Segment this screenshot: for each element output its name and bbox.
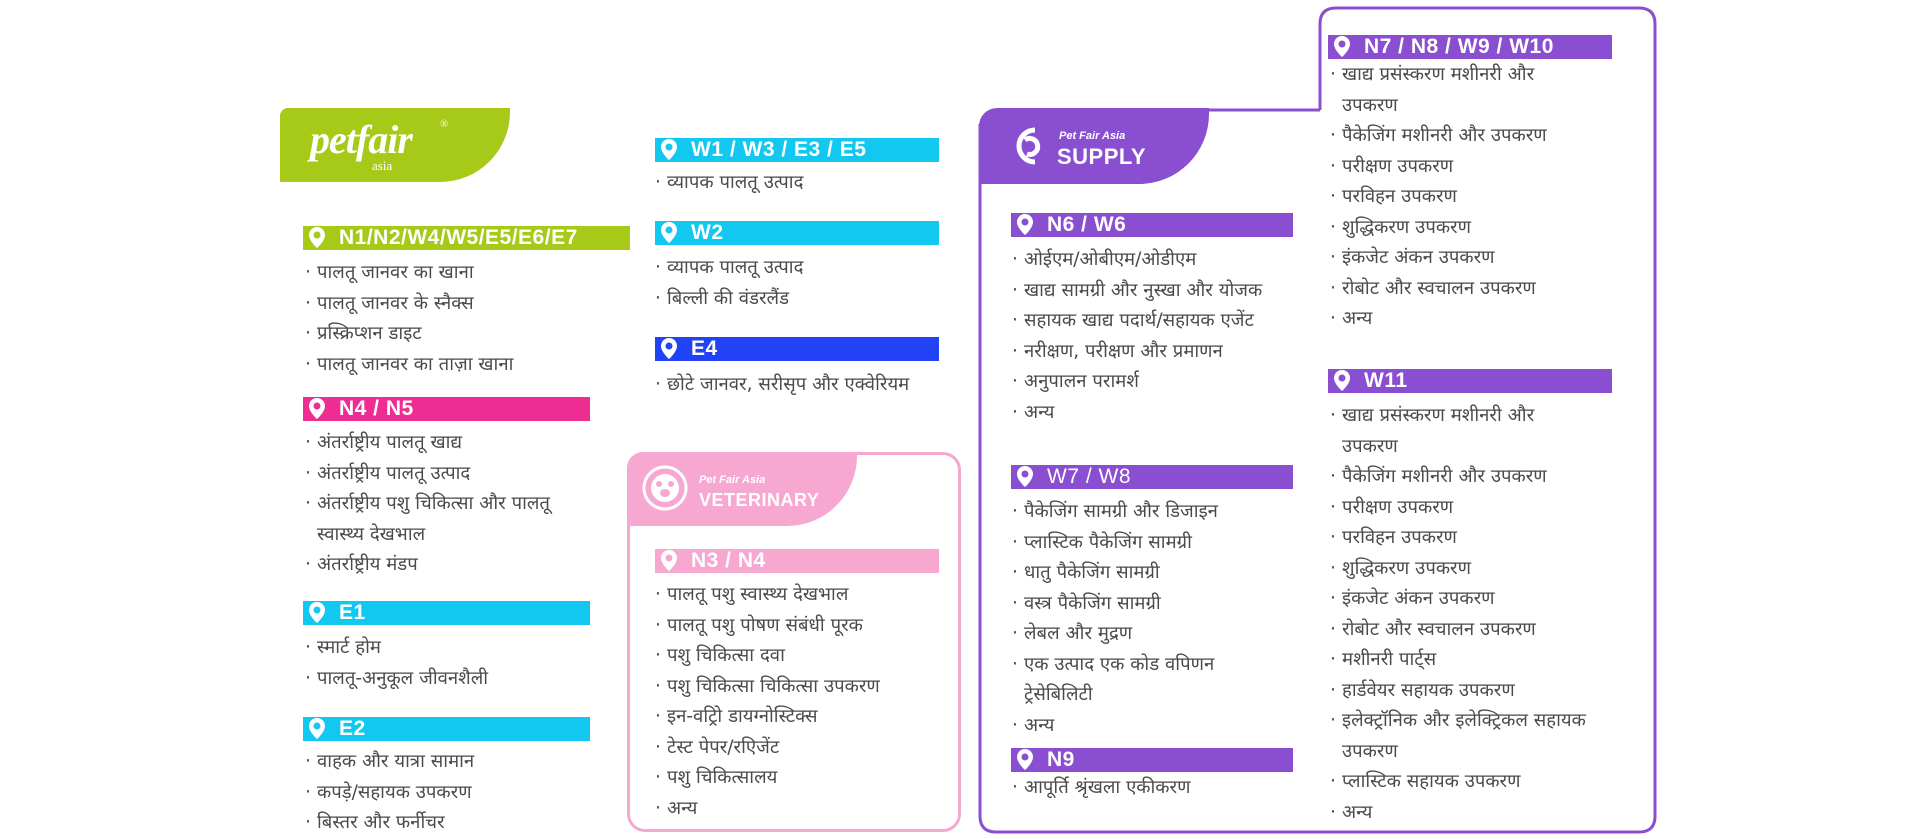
list-item: · बिस्तर और फर्नीचर: [305, 808, 595, 839]
list-item: · पालतू पशु पोषण संबंधी पूरक: [655, 611, 945, 642]
location-pin-icon: [307, 226, 327, 250]
location-pin-icon: [659, 138, 679, 162]
list-item: · वाहक और यात्रा सामान: [305, 747, 595, 778]
section-header-e4: [655, 337, 939, 361]
list-item: · शुद्धिकरण उपकरण: [1330, 554, 1592, 585]
list-item: · पालतू जानवर का ताज़ा खाना: [305, 350, 625, 381]
list-item: · अन्य: [1330, 304, 1592, 335]
section-code: W11: [1364, 369, 1408, 392]
section-code: N4 / N5: [339, 397, 414, 420]
petfair-logo-reg: ®: [440, 118, 449, 130]
supply-brand-big: SUPPLY: [1057, 144, 1147, 169]
section-list-n3: [655, 580, 945, 824]
location-pin-icon: [1015, 213, 1035, 237]
section-code: E1: [339, 601, 366, 624]
list-item: · अन्य: [1012, 398, 1302, 429]
section-code: N3 / N4: [691, 549, 766, 572]
list-item: · व्यापक पालतू उत्पाद: [655, 168, 939, 199]
section-code: N1/N2/W4/W5/E5/E6/E7: [339, 226, 578, 249]
list-item: · स्मार्ट होम: [305, 633, 595, 664]
list-item: · नरीक्षण, परीक्षण और प्रमाणन: [1012, 337, 1302, 368]
section-header-n9: [1011, 748, 1293, 772]
list-item: · परविहन उपकरण: [1330, 523, 1592, 554]
section-header-n4: [303, 397, 590, 421]
supply-logo: [979, 108, 1209, 184]
location-pin-icon: [659, 221, 679, 245]
section-list-n4: [305, 428, 595, 581]
section-header-w7: [1011, 465, 1293, 489]
list-item: · पालतू पशु स्वास्थ्य देखभाल: [655, 580, 945, 611]
list-item: · अंतर्राष्ट्रीय पालतू खाद्य: [305, 428, 595, 459]
section-code: N9: [1047, 748, 1075, 771]
section-code: W7 / W8: [1047, 465, 1132, 488]
list-item: · अंतर्राष्ट्रीय पशु चिकित्सा और पालतू स्वास्थ्य देखभाल: [305, 489, 595, 550]
veterinary-brand-big: VETERINARY: [699, 490, 820, 510]
section-header-n3: [655, 549, 939, 573]
location-pin-icon: [307, 397, 327, 421]
list-item: · मशीनरी पार्ट्स: [1330, 645, 1592, 676]
list-item: · पैकेजिंग सामग्री और डिजाइन: [1012, 497, 1274, 528]
list-item: · वस्त्र पैकेजिंग सामग्री: [1012, 589, 1274, 620]
location-pin-icon: [1332, 35, 1352, 59]
list-item: · इन-वट्रिो डायग्नोस्टिक्स: [655, 702, 945, 733]
section-list-w2: [655, 253, 939, 314]
location-pin-icon: [307, 717, 327, 741]
section-list-w11: [1330, 401, 1592, 828]
list-item: · प्लास्टिक पैकेजिंग सामग्री: [1012, 528, 1274, 559]
list-item: · आपूर्ति श्रृंखला एकीकरण: [1012, 773, 1302, 804]
location-pin-icon: [307, 601, 327, 625]
section-list-n6: [1012, 245, 1302, 428]
list-item: · अंतर्राष्ट्रीय मंडप: [305, 550, 595, 581]
section-list-e1: [305, 633, 595, 694]
section-list-w7: [1012, 497, 1274, 741]
section-header-w11: [1328, 369, 1612, 393]
section-header-n7: [1328, 35, 1612, 59]
section-list-e2: [305, 747, 595, 839]
list-item: · पशु चिकित्सा चिकित्सा उपकरण: [655, 672, 945, 703]
list-item: · रोबोट और स्वचालन उपकरण: [1330, 274, 1592, 305]
list-item: · पालतू जानवर के स्नैक्स: [305, 289, 625, 320]
location-pin-icon: [659, 549, 679, 573]
list-item: · परीक्षण उपकरण: [1330, 152, 1592, 183]
list-item: · परीक्षण उपकरण: [1330, 493, 1592, 524]
section-header-e2: [303, 717, 590, 741]
list-item: · अंतर्राष्ट्रीय पालतू उत्पाद: [305, 459, 595, 490]
section-list-n1: [305, 258, 625, 380]
petfair-logo-sub: asia: [372, 158, 393, 173]
section-header-n1: [303, 226, 630, 250]
location-pin-icon: [1015, 748, 1035, 772]
list-item: · पैकेजिंग मशीनरी और उपकरण: [1330, 462, 1592, 493]
list-item: · अनुपालन परामर्श: [1012, 367, 1302, 398]
list-item: · व्यापक पालतू उत्पाद: [655, 253, 939, 284]
section-code: N7 / N8 / W9 / W10: [1364, 35, 1554, 58]
section-list-n7: [1330, 60, 1592, 335]
list-item: · लेबल और मुद्रण: [1012, 619, 1274, 650]
supply-brand-small: Pet Fair Asia: [1059, 130, 1126, 142]
list-item: · शुद्धिकरण उपकरण: [1330, 213, 1592, 244]
list-item: · पालतू-अनुकूल जीवनशैली: [305, 664, 595, 695]
list-item: · धातु पैकेजिंग सामग्री: [1012, 558, 1274, 589]
petfair-logo-text: petfair: [310, 117, 412, 162]
section-code: W1 / W3 / E3 / E5: [691, 138, 867, 161]
list-item: · पैकेजिंग मशीनरी और उपकरण: [1330, 121, 1592, 152]
list-item: · प्रस्क्रिप्शन डाइट: [305, 319, 625, 350]
list-item: · इंकजेट अंकन उपकरण: [1330, 584, 1592, 615]
section-header-n6: [1011, 213, 1293, 237]
list-item: · अन्य: [1330, 798, 1592, 829]
list-item: · सहायक खाद्य पदार्थ/सहायक एजेंट: [1012, 306, 1302, 337]
list-item: · बिल्ली की वंडरलैंड: [655, 284, 939, 315]
section-code: W2: [691, 221, 724, 244]
list-item: · हार्डवेयर सहायक उपकरण: [1330, 676, 1592, 707]
section-list-e4: [655, 370, 955, 401]
list-item: · छोटे जानवर, सरीसृप और एक्वेरियम: [655, 370, 955, 401]
list-item: · टेस्ट पेपर/रएिजेंट: [655, 733, 945, 764]
list-item: · ओईएम/ओबीएम/ओडीएम: [1012, 245, 1302, 276]
section-code: N6 / W6: [1047, 213, 1127, 236]
section-code: E2: [339, 717, 366, 740]
list-item: · इलेक्ट्रॉनिक और इलेक्ट्रिकल सहायक उपकरण: [1330, 706, 1592, 767]
location-pin-icon: [1015, 465, 1035, 489]
list-item: · खाद्य सामग्री और नुस्खा और योजक: [1012, 276, 1302, 307]
list-item: · परविहन उपकरण: [1330, 182, 1592, 213]
list-item: · अन्य: [655, 794, 945, 825]
list-item: · इंकजेट अंकन उपकरण: [1330, 243, 1592, 274]
list-item: · प्लास्टिक सहायक उपकरण: [1330, 767, 1592, 798]
list-item: · पालतू जानवर का खाना: [305, 258, 625, 289]
list-item: · रोबोट और स्वचालन उपकरण: [1330, 615, 1592, 646]
section-header-w1: [655, 138, 939, 162]
section-list-n9: [1012, 773, 1302, 804]
supply-loop-icon: [1005, 122, 1049, 170]
list-item: · पशु चिकित्सालय: [655, 763, 945, 794]
list-item: · अन्य: [1012, 711, 1274, 742]
section-list-w1: [655, 168, 939, 199]
location-pin-icon: [659, 337, 679, 361]
list-item: · खाद्य प्रसंस्करण मशीनरी और उपकरण: [1330, 401, 1592, 462]
section-header-w2: [655, 221, 939, 245]
section-header-e1: [303, 601, 590, 625]
veterinary-brand-small: Pet Fair Asia: [699, 474, 766, 486]
list-item: · कपड़े/सहायक उपकरण: [305, 778, 595, 809]
list-item: · एक उत्पाद एक कोड वपिणन ट्रेसेबिलिटी: [1012, 650, 1274, 711]
list-item: · खाद्य प्रसंस्करण मशीनरी और उपकरण: [1330, 60, 1592, 121]
list-item: · पशु चिकित्सा दवा: [655, 641, 945, 672]
section-code: E4: [691, 337, 718, 360]
location-pin-icon: [1332, 369, 1352, 393]
